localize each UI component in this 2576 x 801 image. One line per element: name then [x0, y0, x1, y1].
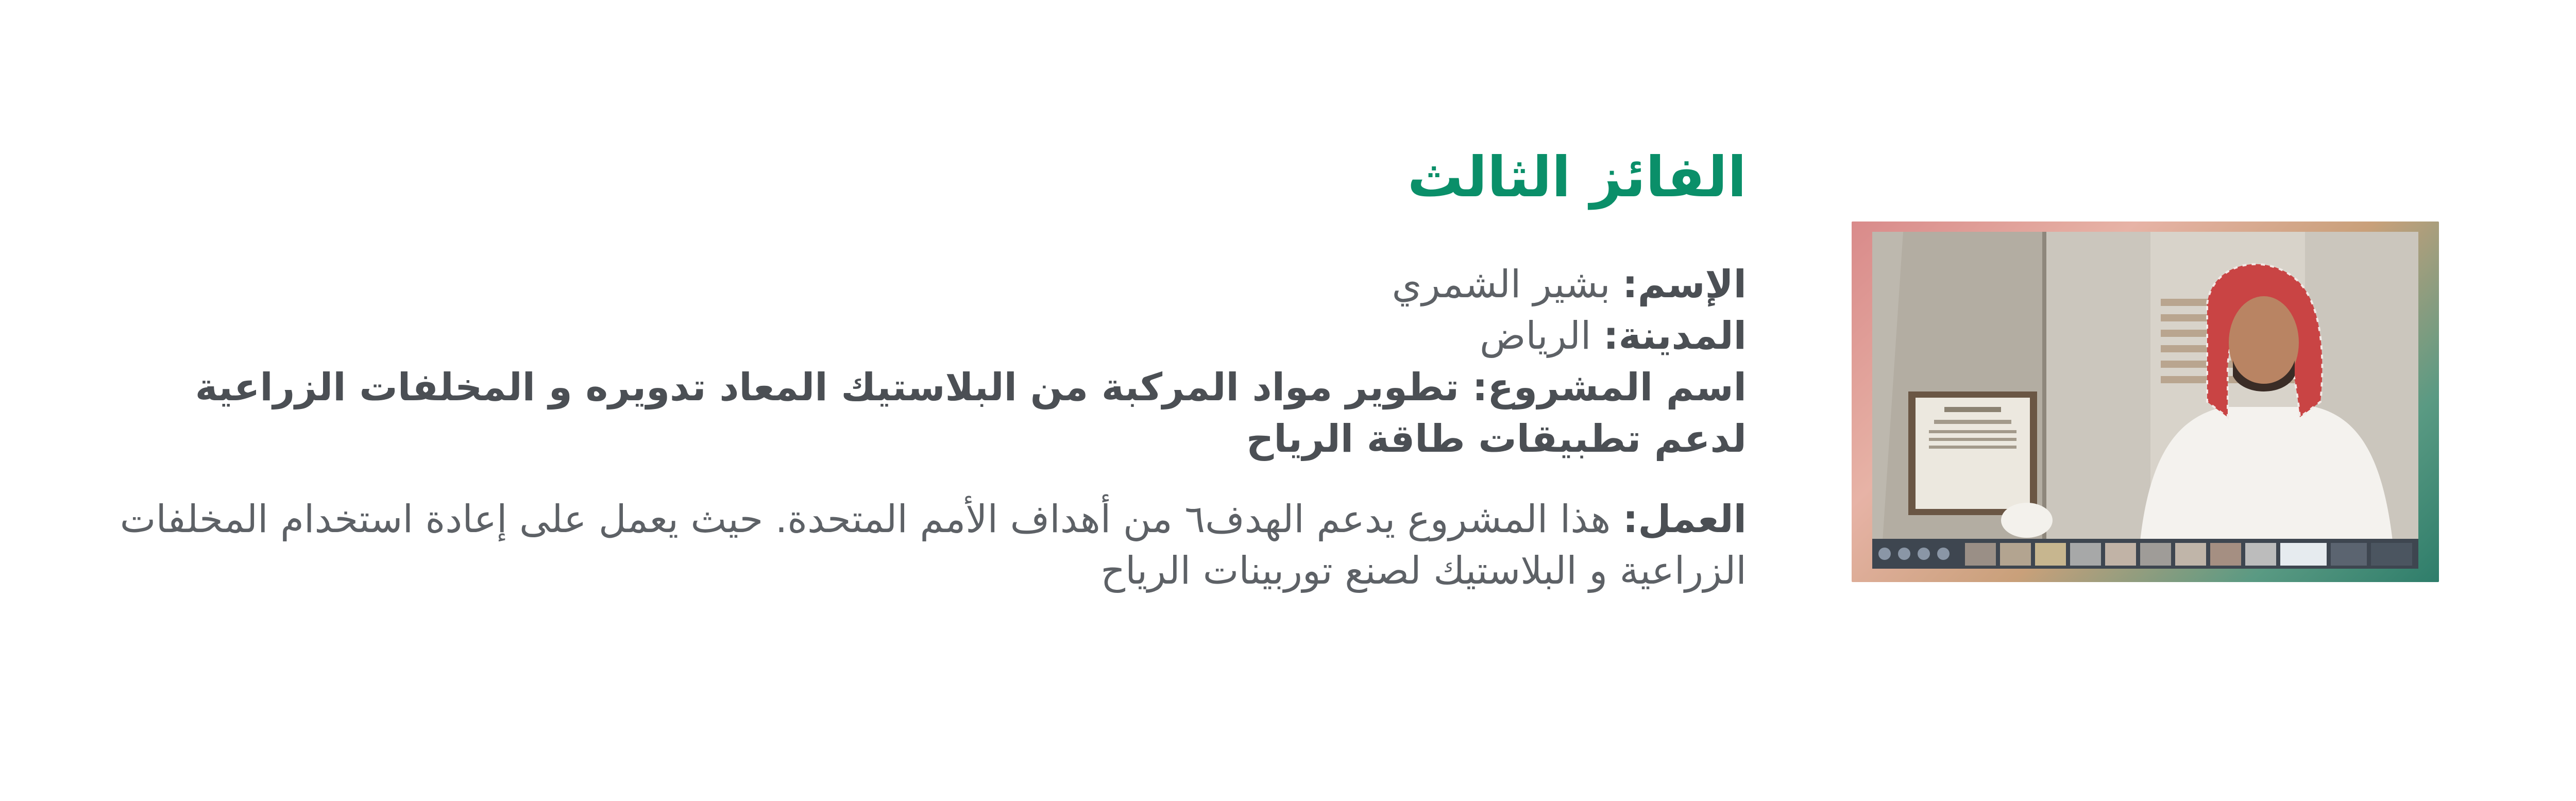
name-label: الإسم:	[1622, 262, 1747, 306]
winner-photo-frame	[1852, 221, 2439, 582]
work-label: العمل:	[1622, 497, 1747, 541]
section-spacer	[98, 465, 1747, 493]
project-value: تطوير مواد المركبة من البلاستيك المعاد تدويره و المخلفات الزراعية لدعم تطبيقات طاقة الرياح	[195, 365, 1747, 461]
work-line	[98, 493, 1747, 597]
project-label: اسم المشروع:	[1472, 365, 1747, 410]
video-call-photo-icon	[1872, 232, 2418, 569]
city-value: الرياض	[1479, 313, 1604, 358]
winner-details	[98, 144, 1747, 597]
name-line	[98, 259, 1747, 310]
work-value: هذا المشروع يدعم الهدف٦ من أهداف الأمم المتحدة. حيث يعمل على إعادة استخدام المخلفات الزراعية و البلاستيك لصنع توربينات الرياح	[120, 497, 1747, 593]
video-call-photo	[1872, 232, 2418, 569]
winner-title: الفائز الثالث	[1407, 145, 1747, 210]
name-value: بشير الشمري	[1392, 262, 1623, 306]
project-line	[98, 362, 1747, 465]
city-line	[98, 310, 1747, 362]
city-label: المدينة:	[1603, 313, 1747, 358]
